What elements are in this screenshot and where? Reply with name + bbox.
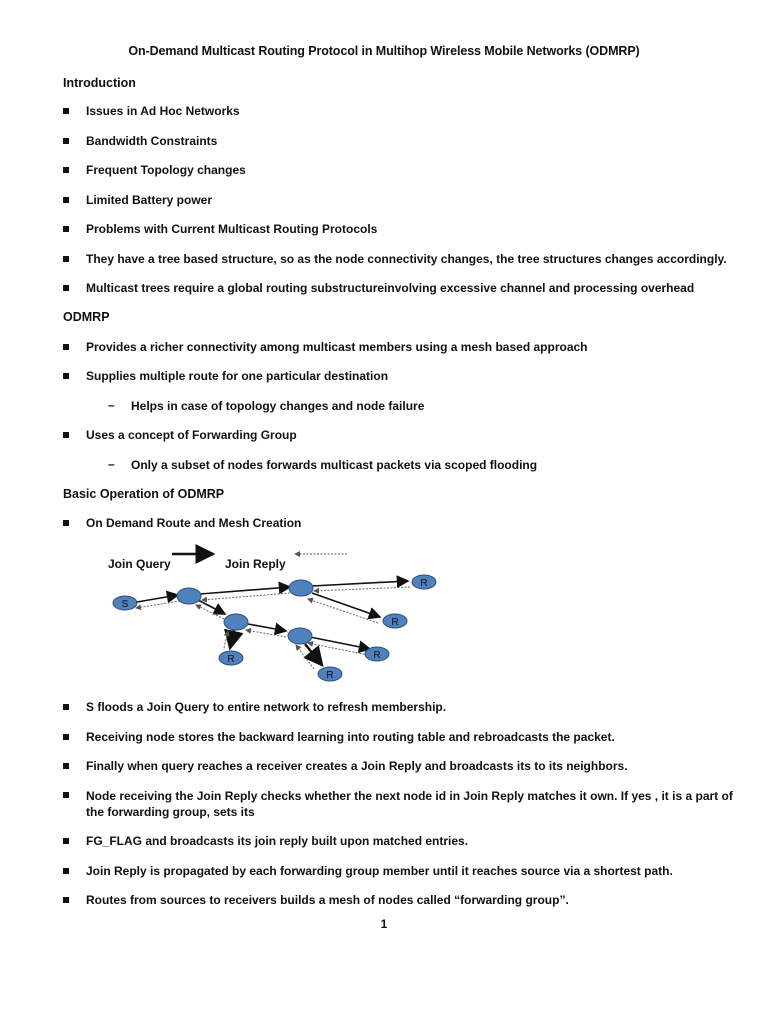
- sub-list-item: Helps in case of topology changes and node failure: [131, 399, 425, 413]
- bullet-icon: [63, 520, 69, 526]
- bullet-icon: [63, 763, 69, 769]
- bullet-icon: [63, 868, 69, 874]
- bullet-icon: [63, 792, 69, 798]
- page-number: 1: [380, 917, 388, 931]
- list-item: Finally when query reaches a receiver creates a Join Reply and broadcasts its to its neighbors.: [86, 759, 628, 773]
- forwarding-node: [224, 614, 248, 630]
- bullet-icon: [63, 734, 69, 740]
- bullet-icon: [63, 838, 69, 844]
- bullet-icon: [63, 167, 69, 173]
- section-heading-odmrp: ODMRP: [63, 310, 110, 324]
- list-item: Frequent Topology changes: [86, 163, 246, 177]
- list-item: Node receiving the Join Reply checks whether the next node id in Join Reply matches it own. If yes , it is a part of the forwarding group, sets its: [86, 789, 733, 819]
- bullet-icon: [63, 432, 69, 438]
- bullet-icon: [63, 108, 69, 114]
- bullet-icon: [63, 373, 69, 379]
- bullet-icon: [63, 897, 69, 903]
- network-nodes: [113, 575, 436, 681]
- receiver-node-label: R: [326, 670, 334, 681]
- forwarding-node: [289, 580, 313, 596]
- forwarding-node: [177, 588, 201, 604]
- list-item: FG_FLAG and broadcasts its join reply built upon matched entries.: [86, 834, 469, 848]
- receiver-node-label: R: [373, 650, 381, 661]
- receiver-node-label: R: [227, 654, 235, 665]
- list-item: Issues in Ad Hoc Networks: [86, 104, 240, 118]
- section-heading-basic-operation: Basic Operation of ODMRP: [63, 487, 225, 501]
- list-item: Receiving node stores the backward learning into routing table and rebroadcasts the packet.: [86, 730, 615, 744]
- legend-join-query-label: Join Query: [108, 557, 171, 571]
- list-item: They have a tree based structure, so as the node connectivity changes, the tree structures changes accordingly.: [86, 252, 727, 266]
- list-item: Provides a richer connectivity among multicast members using a mesh based approach: [86, 340, 588, 354]
- bullet-icon: [63, 285, 69, 291]
- list-item: S floods a Join Query to entire network to refresh membership.: [86, 700, 447, 714]
- bullet-icon: [63, 704, 69, 710]
- dash-marker: –: [108, 457, 115, 471]
- legend-join-reply-label: Join Reply: [225, 557, 286, 571]
- list-item: Uses a concept of Forwarding Group: [86, 428, 297, 442]
- bullet-icon: [63, 197, 69, 203]
- dash-marker: –: [108, 398, 115, 412]
- document-title: On-Demand Multicast Routing Protocol in Multihop Wireless Mobile Networks (ODMRP): [128, 44, 640, 58]
- bullet-icon: [63, 138, 69, 144]
- section-heading-introduction: Introduction: [63, 76, 136, 90]
- list-item: Supplies multiple route for one particular destination: [86, 369, 389, 383]
- list-item: Limited Battery power: [86, 193, 213, 207]
- list-item: Routes from sources to receivers builds a mesh of nodes called “forwarding group”.: [86, 893, 569, 907]
- receiver-node-label: R: [420, 578, 428, 589]
- list-item: Join Reply is propagated by each forwarding group member until it reaches source via a shortest path.: [86, 864, 673, 878]
- receiver-node-label: R: [391, 617, 399, 628]
- bullet-icon: [63, 256, 69, 262]
- forwarding-node: [288, 628, 312, 644]
- list-item: Bandwidth Constraints: [86, 134, 218, 148]
- odmrp-mesh-diagram: [100, 545, 440, 681]
- list-item: On Demand Route and Mesh Creation: [86, 516, 302, 530]
- list-item: Problems with Current Multicast Routing Protocols: [86, 222, 378, 236]
- bullet-icon: [63, 226, 69, 232]
- sub-list-item: Only a subset of nodes forwards multicast packets via scoped flooding: [131, 458, 538, 472]
- list-item: Multicast trees require a global routing substructureinvolving excessive channel and processing overhead: [86, 281, 695, 295]
- bullet-icon: [63, 344, 69, 350]
- source-node-label: S: [121, 599, 129, 610]
